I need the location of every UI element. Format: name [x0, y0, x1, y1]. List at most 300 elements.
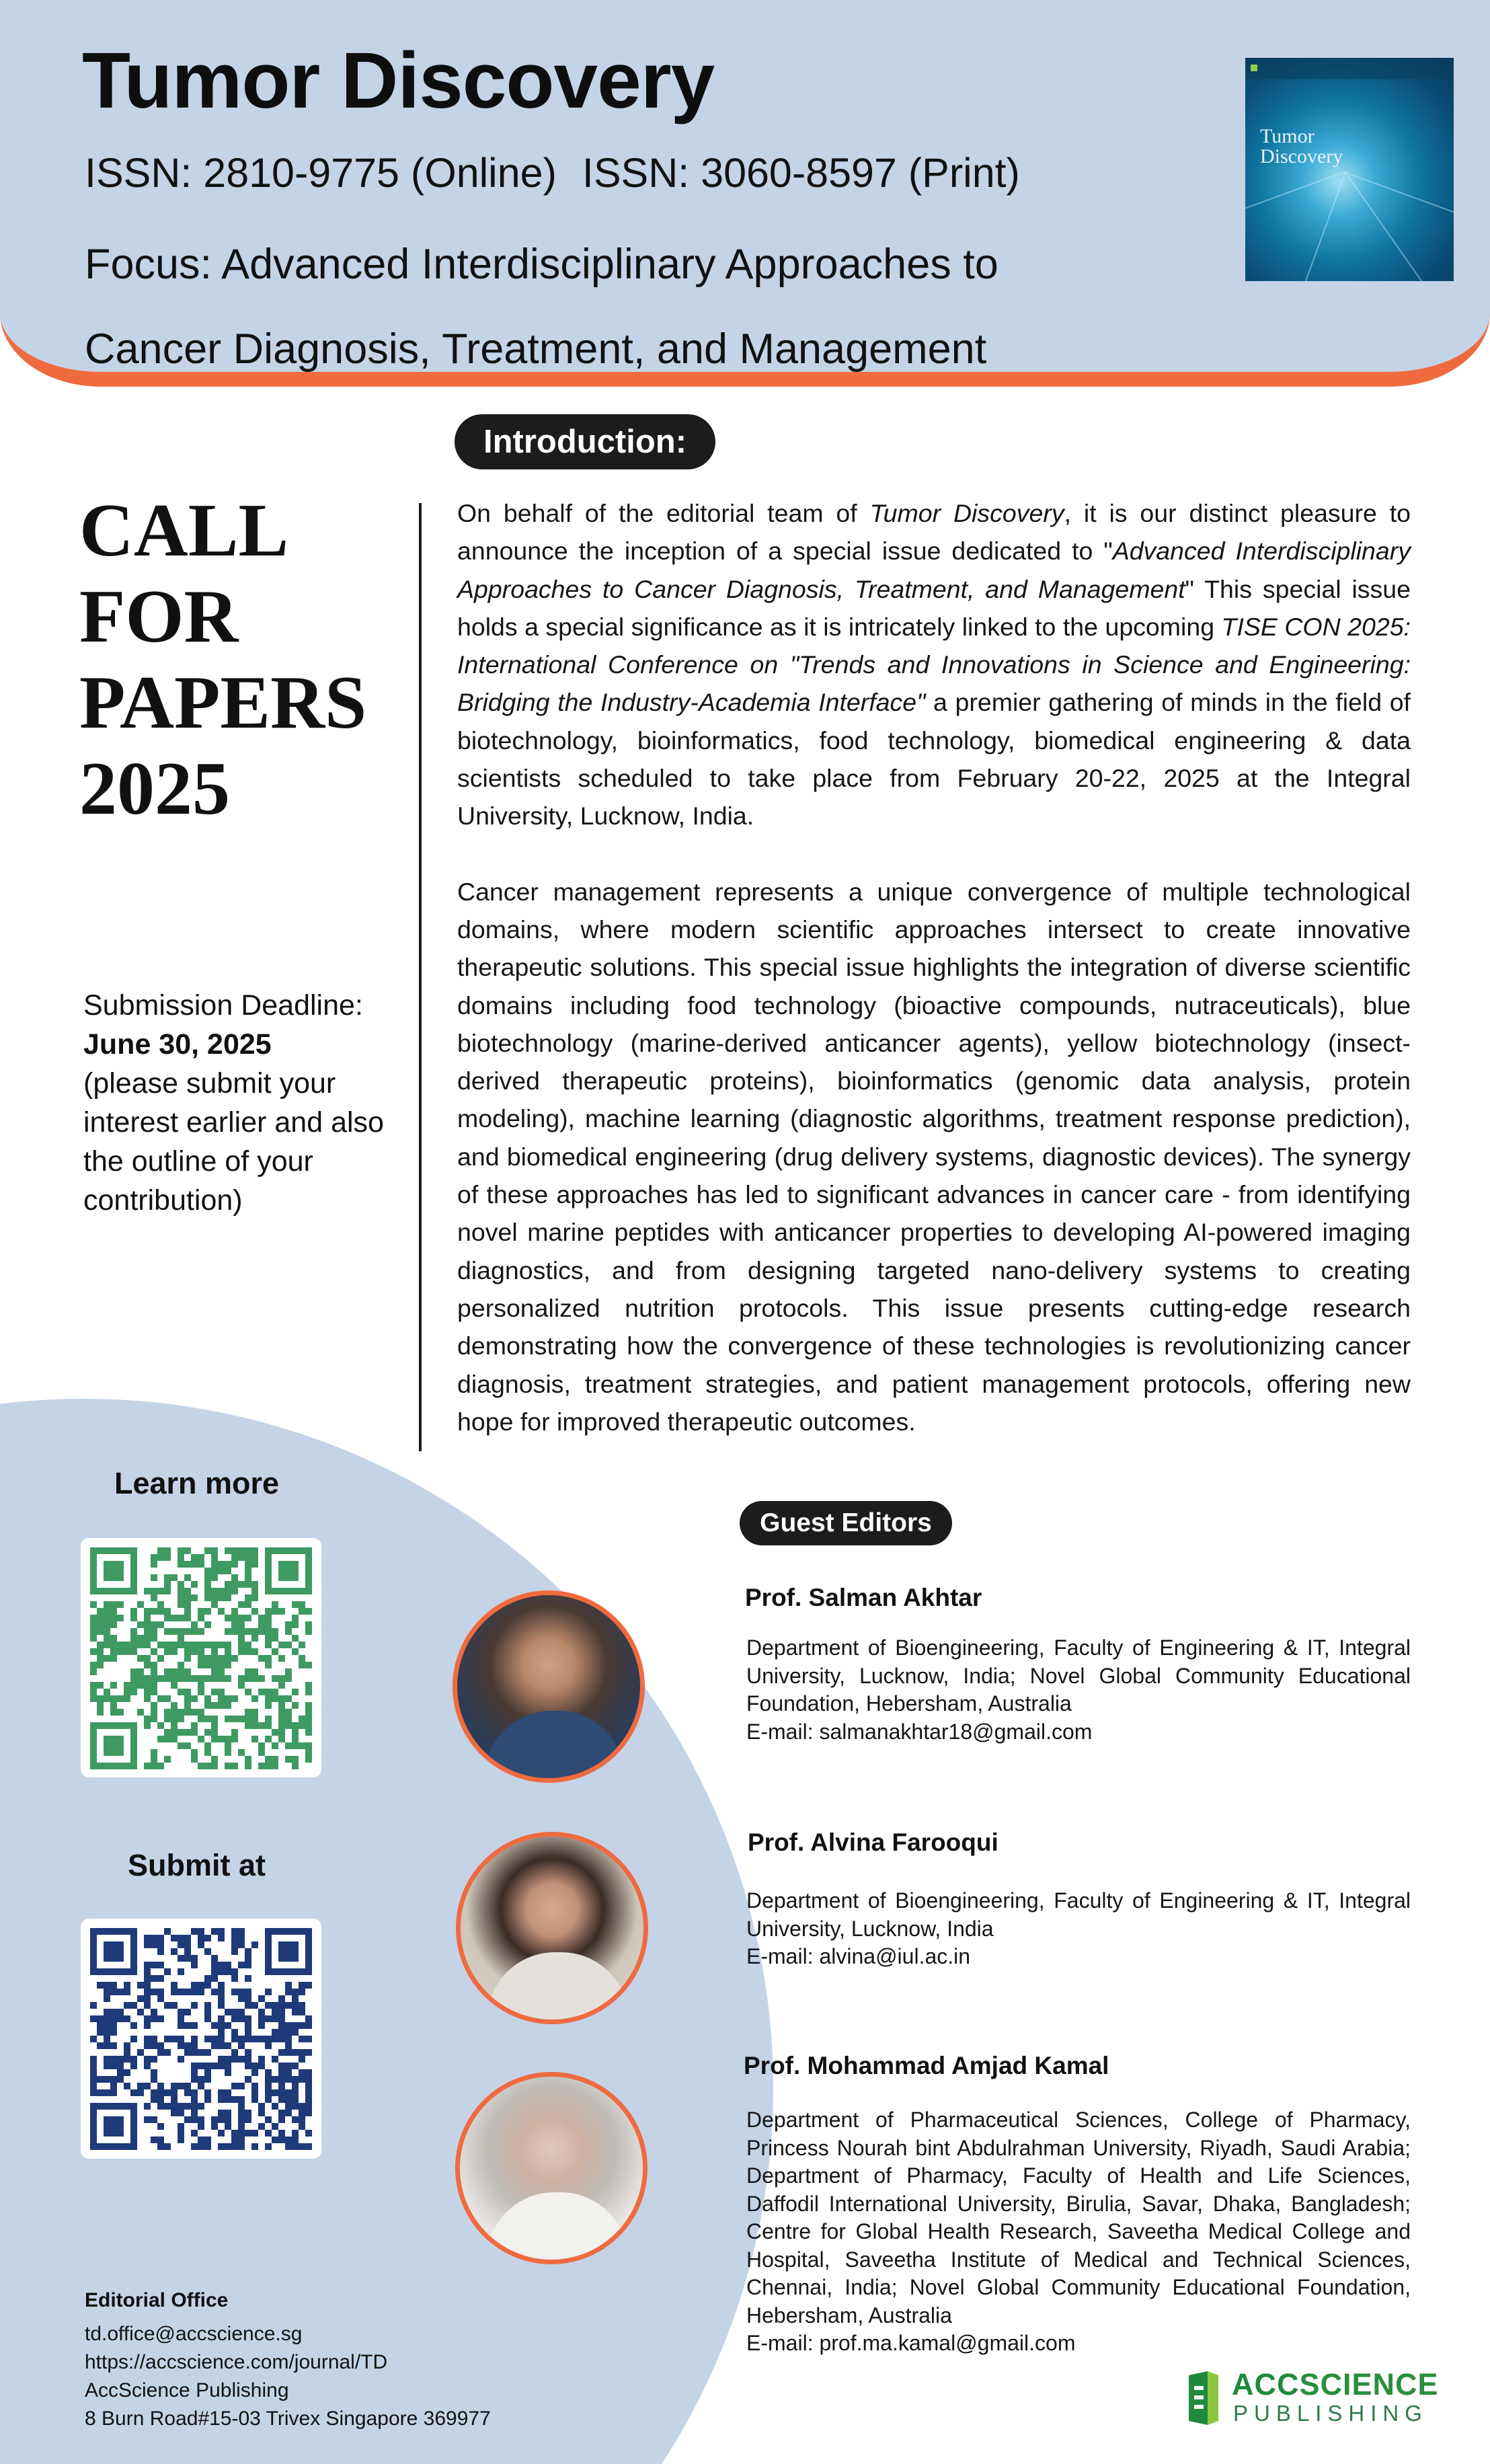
qr-module — [204, 1642, 211, 1648]
qr-module — [104, 2036, 110, 2042]
qr-module — [130, 1635, 137, 1642]
qr-module — [258, 1763, 265, 1769]
qr-module — [198, 1648, 204, 1655]
qr-module — [238, 1941, 245, 1948]
qr-module — [151, 1756, 157, 1763]
qr-module — [245, 2002, 251, 2009]
qr-module — [151, 1763, 157, 1769]
qr-module — [245, 1568, 251, 1574]
qr-module — [117, 1695, 124, 1702]
qr-module — [251, 1695, 258, 1702]
qr-module — [171, 1648, 178, 1655]
qr-module — [292, 1736, 299, 1742]
qr-module — [231, 1948, 238, 1955]
qr-module — [157, 1642, 164, 1648]
qr-module — [245, 1962, 251, 1968]
qr-module — [225, 2063, 231, 2069]
qr-module — [231, 2029, 238, 2036]
qr-module — [157, 1763, 164, 1769]
qr-module — [211, 1662, 218, 1668]
qr-module — [225, 1675, 231, 1682]
qr-module — [90, 2063, 97, 2069]
qr-module — [278, 2009, 285, 2015]
qr-module — [285, 2136, 292, 2143]
qr-module — [245, 1716, 251, 1722]
qr-module — [137, 2049, 144, 2056]
qr-module — [231, 1547, 238, 1554]
qr-module — [245, 1594, 251, 1601]
qr-module — [285, 2089, 292, 2096]
qr-module — [90, 2056, 97, 2063]
qr-module — [104, 1601, 110, 1608]
qr-module — [299, 1662, 305, 1668]
qr-module — [218, 1668, 225, 1675]
accscience-publishing-logo — [1185, 2367, 1439, 2426]
qr-module — [130, 2036, 137, 2042]
qr-module — [231, 2083, 238, 2089]
qr-module — [178, 1689, 184, 1695]
qr-module — [117, 2076, 124, 2083]
qr-module — [104, 1608, 110, 1615]
qr-module — [97, 2015, 104, 2022]
qr-module — [137, 1682, 144, 1689]
qr-module — [225, 2116, 231, 2123]
qr-module — [144, 1935, 151, 1941]
qr-module — [258, 1615, 265, 1621]
qr-module — [251, 1594, 258, 1601]
logo-subtitle: PUBLISHING — [1233, 2401, 1428, 2426]
qr-module — [305, 1709, 312, 1716]
qr-module — [110, 1648, 117, 1655]
qr-module — [164, 1642, 171, 1648]
qr-module — [151, 1608, 157, 1615]
qr-module — [178, 2022, 184, 2029]
editor-name: Prof. Mohammad Amjad Kamal — [744, 2052, 1109, 2079]
qr-module — [151, 1628, 157, 1635]
qr-module — [171, 1736, 178, 1742]
qr-finder-pattern — [104, 1561, 124, 1581]
qr-module — [191, 1729, 198, 1736]
qr-module — [251, 2036, 258, 2042]
qr-module — [198, 2076, 204, 2083]
qr-module — [204, 2015, 211, 2022]
qr-module — [251, 2089, 258, 2096]
qr-module — [97, 1702, 104, 1709]
focus-statement — [85, 222, 1187, 391]
qr-module — [110, 1702, 117, 1709]
qr-module — [211, 1955, 218, 1962]
qr-module — [130, 1689, 137, 1695]
qr-module — [117, 2063, 124, 2069]
qr-module — [272, 1648, 278, 1655]
qr-module — [184, 1695, 191, 1702]
qr-code-learn-more[interactable] — [81, 1538, 321, 1777]
qr-module — [204, 1588, 211, 1594]
qr-module — [225, 1749, 231, 1756]
qr-module — [258, 1995, 265, 2002]
qr-module — [265, 2096, 272, 2103]
qr-module — [164, 1695, 171, 1702]
qr-module — [110, 2056, 117, 2063]
qr-module — [97, 1682, 104, 1689]
qr-module — [285, 2049, 292, 2056]
qr-module — [151, 1621, 157, 1628]
editor-email[interactable]: E-mail: alvina@iul.ac.in — [746, 1944, 971, 1968]
editor-email[interactable]: E-mail: prof.ma.kamal@gmail.com — [746, 2331, 1076, 2355]
qr-module — [225, 2110, 231, 2116]
qr-module — [278, 1716, 285, 1722]
qr-module — [164, 2036, 171, 2042]
qr-module — [117, 1648, 124, 1655]
qr-module — [104, 2029, 110, 2036]
qr-module — [278, 1608, 285, 1615]
qr-module — [258, 1621, 265, 1628]
qr-module — [164, 1648, 171, 1655]
qr-module — [299, 1982, 305, 1989]
qr-module — [204, 2089, 211, 2096]
qr-module — [117, 2069, 124, 2076]
qr-module — [198, 1709, 204, 1716]
qr-module — [231, 1975, 238, 1982]
qr-module — [191, 1561, 198, 1568]
qr-module — [218, 1982, 225, 1989]
qr-module — [178, 2110, 184, 2116]
qr-module — [231, 1729, 238, 1736]
qr-module — [225, 1962, 231, 1968]
qr-module — [97, 2076, 104, 2083]
qr-module — [305, 2130, 312, 2136]
qr-module — [191, 1955, 198, 1962]
qr-module — [137, 2083, 144, 2089]
office-publisher: AccScience Publishing — [85, 2379, 289, 2401]
qr-module — [157, 2015, 164, 2022]
qr-module — [238, 2110, 245, 2116]
qr-module — [305, 2076, 312, 2083]
qr-module — [305, 1689, 312, 1695]
qr-module — [211, 1962, 218, 1968]
qr-module — [278, 1736, 285, 1742]
qr-module — [124, 1642, 130, 1648]
qr-module — [130, 1608, 137, 1615]
qr-module — [265, 1689, 272, 1695]
qr-module — [191, 2116, 198, 2123]
qr-module — [104, 1615, 110, 1621]
qr-module — [278, 2089, 285, 2096]
qr-code-submit[interactable] — [81, 1919, 321, 2159]
qr-module — [90, 2069, 97, 2076]
qr-module — [124, 1989, 130, 1995]
qr-module — [171, 2096, 178, 2103]
qr-module — [97, 2042, 104, 2049]
qr-module — [305, 2096, 312, 2103]
qr-module — [184, 1675, 191, 1682]
qr-module — [238, 2015, 245, 2022]
qr-module — [144, 1635, 151, 1642]
qr-module — [251, 2063, 258, 2069]
qr-module — [184, 1709, 191, 1716]
qr-module — [204, 2136, 211, 2143]
qr-module — [151, 1975, 157, 1982]
office-heading: Editorial Office — [85, 2289, 229, 2311]
qr-module — [124, 2042, 130, 2049]
qr-module — [278, 1729, 285, 1736]
qr-module — [191, 2022, 198, 2029]
qr-module — [178, 1716, 184, 1722]
qr-module — [191, 1581, 198, 1588]
qr-module — [285, 2076, 292, 2083]
qr-module — [211, 1642, 218, 1648]
office-email[interactable]: td.office@accscience.sg — [85, 2323, 303, 2345]
qr-module — [90, 1648, 97, 1655]
qr-module — [157, 1995, 164, 2002]
qr-module — [164, 1588, 171, 1594]
qr-module — [164, 1608, 171, 1615]
qr-module — [178, 1941, 184, 1948]
deadline-date: June 30, 2025 — [83, 1028, 272, 1061]
qr-module — [218, 2029, 225, 2036]
qr-module — [151, 2042, 157, 2049]
qr-module — [238, 1628, 245, 1635]
qr-module — [278, 2029, 285, 2036]
qr-module — [184, 1574, 191, 1581]
qr-module — [292, 1615, 299, 1621]
qr-module — [285, 2110, 292, 2116]
qr-module — [231, 1763, 238, 1769]
qr-module — [238, 2036, 245, 2042]
qr-module — [211, 1588, 218, 1594]
qr-module — [184, 1655, 191, 1662]
qr-module — [225, 1642, 231, 1648]
qr-module — [178, 1594, 184, 1601]
qr-module — [231, 2009, 238, 2015]
qr-module — [218, 2022, 225, 2029]
qr-module — [178, 1668, 184, 1675]
qr-module — [104, 2063, 110, 2069]
qr-module — [130, 1642, 137, 1648]
qr-module — [130, 1628, 137, 1635]
qr-module — [144, 2002, 151, 2009]
qr-module — [97, 2022, 104, 2029]
qr-module — [218, 2002, 225, 2009]
qr-module — [97, 1662, 104, 1668]
qr-module — [171, 2036, 178, 2042]
qr-module — [178, 2056, 184, 2063]
qr-module — [292, 2136, 299, 2143]
qr-module — [218, 1588, 225, 1594]
qr-module — [204, 1763, 211, 1769]
qr-module — [218, 1989, 225, 1995]
qr-module — [299, 2123, 305, 2130]
qr-module — [191, 2089, 198, 2096]
qr-module — [198, 1763, 204, 1769]
qr-module — [218, 1702, 225, 1709]
qr-module — [191, 2103, 198, 2110]
qr-module — [305, 2083, 312, 2089]
qr-module — [110, 1621, 117, 1628]
qr-module — [231, 1989, 238, 1995]
qr-module — [258, 2103, 265, 2110]
qr-module — [272, 1729, 278, 1736]
qr-module — [305, 2015, 312, 2022]
qr-module — [90, 1662, 97, 1668]
qr-module — [164, 1968, 171, 1975]
qr-module — [97, 1628, 104, 1635]
qr-module — [238, 2123, 245, 2130]
qr-module — [218, 1695, 225, 1702]
qr-module — [171, 1935, 178, 1941]
qr-module — [305, 1729, 312, 1736]
qr-module — [265, 2036, 272, 2042]
qr-module — [225, 2089, 231, 2096]
qr-module — [104, 1635, 110, 1642]
qr-module — [278, 2015, 285, 2022]
qr-module — [231, 1608, 238, 1615]
qr-module — [144, 1689, 151, 1695]
qr-module — [191, 2096, 198, 2103]
qr-module — [292, 2143, 299, 2150]
intro-paragraph-1: On behalf of the editorial team of Tumor Discovery, it is our distinct pleasure to announce the inception of a special issue dedicated to "Advanced Interdisciplinary Approaches to Cancer Diagnosis, Treatment, and Management" This special issue holds a special significance as it is intricately linked to the upcoming TISE CON 2025: International Conference on "Trends and Innovations in Science and Engineering: Bridging the Industry-Academia Interface" a premier gathering of minds in the field of biotechnology, bioinformatics, food technology, biomedical engineering & data scientists scheduled to take place from February 20-22, 2025 at the Integral University, Lucknow, India. — [457, 499, 1411, 831]
qr-module — [251, 1635, 258, 1642]
journal-title: Tumor Discovery — [82, 36, 715, 125]
qr-module — [130, 1682, 137, 1689]
qr-module — [265, 2042, 272, 2049]
qr-module — [245, 2063, 251, 2069]
qr-module — [178, 1989, 184, 1995]
qr-module — [151, 1989, 157, 1995]
qr-module — [272, 2029, 278, 2036]
qr-module — [191, 1962, 198, 1968]
qr-module — [225, 1547, 231, 1554]
qr-module — [90, 2036, 97, 2042]
qr-module — [272, 1635, 278, 1642]
qr-module — [151, 1749, 157, 1756]
qr-module — [218, 1689, 225, 1695]
qr-module — [299, 1989, 305, 1995]
qr-module — [272, 1756, 278, 1763]
qr-module — [144, 1716, 151, 1722]
qr-module — [191, 2063, 198, 2069]
qr-module — [137, 1982, 144, 1989]
qr-module — [191, 1756, 198, 1763]
qr-module — [144, 2056, 151, 2063]
qr-module — [245, 1955, 251, 1962]
qr-module — [97, 1695, 104, 1702]
qr-module — [157, 2123, 164, 2130]
qr-module — [178, 2130, 184, 2136]
qr-module — [144, 2103, 151, 2110]
qr-module — [299, 1722, 305, 1729]
qr-module — [225, 1648, 231, 1655]
qr-module — [211, 1547, 218, 1554]
qr-module — [104, 2076, 110, 2083]
qr-module — [137, 2009, 144, 2015]
qr-module — [231, 2056, 238, 2063]
qr-module — [157, 1989, 164, 1995]
qr-module — [305, 1662, 312, 1668]
qr-module — [278, 1642, 285, 1648]
issn-line — [85, 149, 1020, 196]
qr-module — [245, 2116, 251, 2123]
qr-module — [238, 1962, 245, 1968]
office-url[interactable]: https://accscience.com/journal/TD — [85, 2351, 388, 2373]
qr-module — [231, 1655, 238, 1662]
issn-online: ISSN: 2810-9775 (Online) — [85, 150, 557, 196]
qr-module — [231, 1928, 238, 1935]
qr-module — [245, 2022, 251, 2029]
qr-module — [178, 2103, 184, 2110]
qr-module — [130, 1615, 137, 1621]
qr-module — [211, 1716, 218, 1722]
editor-affiliation: Department of Bioengineering, Faculty of Engineering & IT, Integral University, Lucknow, India; Novel Global Community Educational Foundation, Hebersham, Australia E-mail: salmanakhtar18@gmail.com — [746, 1634, 1411, 1746]
qr-module — [151, 2069, 157, 2076]
qr-module — [265, 1621, 272, 1628]
qr-module — [299, 2036, 305, 2042]
qr-module — [198, 2103, 204, 2110]
learn-more-label: Learn more — [114, 1466, 280, 1500]
qr-module — [184, 1702, 191, 1709]
qr-module — [258, 1689, 265, 1695]
qr-module — [151, 1716, 157, 1722]
qr-module — [144, 1642, 151, 1648]
qr-module — [285, 1642, 292, 1648]
qr-module — [184, 1668, 191, 1675]
qr-module — [117, 1709, 124, 1716]
editor-photo-mohammad-amjad-kamal — [455, 2072, 648, 2264]
qr-module — [144, 1962, 151, 1968]
qr-module — [238, 1749, 245, 1756]
qr-module — [178, 1601, 184, 1608]
qr-module — [292, 2130, 299, 2136]
qr-module — [191, 2036, 198, 2042]
qr-module — [124, 2015, 130, 2022]
qr-module — [225, 2096, 231, 2103]
qr-module — [204, 1621, 211, 1628]
qr-module — [285, 1621, 292, 1628]
qr-module — [204, 1702, 211, 1709]
qr-module — [225, 1615, 231, 1621]
qr-module — [198, 2123, 204, 2130]
qr-module — [218, 1642, 225, 1648]
qr-module — [278, 1722, 285, 1729]
qr-module — [198, 1642, 204, 1648]
qr-module — [191, 1628, 198, 1635]
qr-module — [151, 1668, 157, 1675]
qr-module — [171, 1642, 178, 1648]
qr-module — [124, 1648, 130, 1655]
qr-module — [292, 1756, 299, 1763]
qr-finder-pattern — [278, 1941, 299, 1962]
qr-module — [245, 1689, 251, 1695]
qr-module — [265, 2015, 272, 2022]
qr-module — [285, 2042, 292, 2049]
qr-module — [231, 1941, 238, 1948]
qr-module — [299, 2069, 305, 2076]
qr-module — [117, 2015, 124, 2022]
header-banner — [0, 0, 1490, 377]
qr-module — [144, 1675, 151, 1682]
editor-email[interactable]: E-mail: salmanakhtar18@gmail.com — [746, 1719, 1093, 1744]
qr-module — [231, 1615, 238, 1621]
qr-module — [272, 1601, 278, 1608]
qr-module — [245, 1709, 251, 1716]
qr-module — [299, 2116, 305, 2123]
qr-module — [191, 1621, 198, 1628]
qr-module — [305, 1716, 312, 1722]
qr-module — [144, 2036, 151, 2042]
qr-module — [278, 2036, 285, 2042]
qr-module — [238, 1648, 245, 1655]
qr-module — [144, 1975, 151, 1982]
